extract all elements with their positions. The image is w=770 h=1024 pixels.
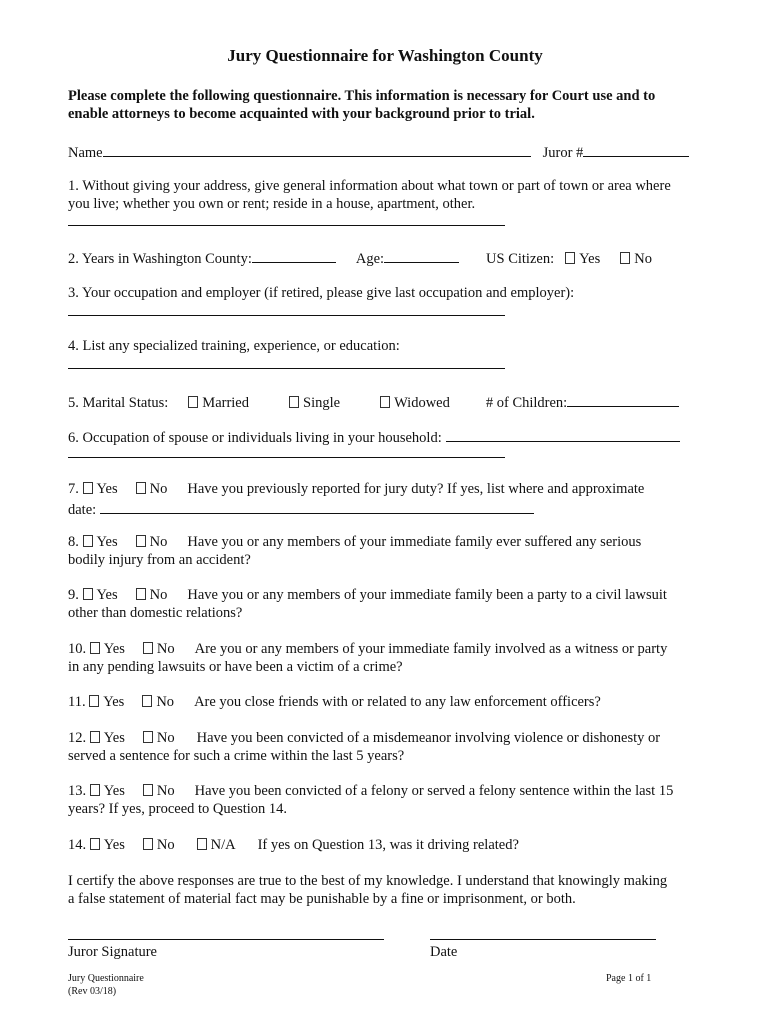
q11-question: Are you close friends with or related to any law enforcement officers? (194, 694, 601, 710)
q14-na-checkbox[interactable] (197, 838, 207, 850)
intro-line-1: Please complete the following questionnaire. This information is necessary for Court use and to (68, 88, 656, 104)
q6-row (68, 427, 680, 447)
q2-row (68, 248, 652, 268)
q11-no-label: No (156, 694, 175, 710)
certify-line-2: a false statement of material fact may be punishable by a fine or imprisonment, or both. (68, 891, 576, 907)
q2-age-label: Age: (355, 251, 385, 267)
q9-number: 9. (68, 587, 79, 603)
q8-yes-checkbox[interactable] (83, 535, 93, 547)
q2-years-label: 2. Years in Washington County: (68, 251, 252, 267)
q13-yes-checkbox[interactable] (90, 784, 100, 796)
footer-page-number: Page 1 of 1 (606, 973, 652, 984)
q2-citizen-yes-label: Yes (579, 251, 601, 267)
q10-yes-label: Yes (103, 641, 125, 657)
q7-row (68, 481, 644, 498)
q6-label: 6. Occupation of spouse or individuals living in your household: (68, 430, 442, 446)
q9-no-checkbox[interactable] (136, 588, 146, 600)
q8-line-2: bodily injury from an accident? (68, 552, 251, 568)
q5-widowed-checkbox[interactable] (380, 396, 390, 408)
q14-question: If yes on Question 13, was it driving related? (257, 837, 519, 853)
q12-question: Have you been convicted of a misdemeanor involving violence or dishonesty or (196, 730, 661, 746)
document-title: Jury Questionnaire for Washington County (227, 46, 543, 65)
q12-number: 12. (68, 730, 87, 746)
q1-line-1: 1. Without giving your address, give general information about what town or part of town or area where (68, 178, 671, 194)
footer-form-name: Jury Questionnaire (68, 973, 144, 984)
q2-age-field[interactable] (384, 248, 459, 263)
name-field[interactable] (103, 142, 531, 157)
q2-years-field[interactable] (252, 248, 336, 263)
q11-yes-checkbox[interactable] (89, 695, 99, 707)
q11-row (68, 694, 601, 711)
q5-married-checkbox[interactable] (188, 396, 198, 408)
juror-number-label: Juror # (542, 145, 584, 161)
footer-revision: (Rev 03/18) (68, 986, 117, 997)
q14-no-label: No (156, 837, 175, 853)
q7-yes-label: Yes (96, 481, 118, 497)
q6-answer-field[interactable] (446, 427, 680, 442)
date-label: Date (430, 944, 458, 960)
q12-line-2: served a sentence for such a crime within the last 5 years? (68, 748, 405, 764)
certify-line-1: I certify the above responses are true to the best of my knowledge. I understand that knowingly making (68, 873, 668, 889)
q7-question: Have you previously reported for jury duty? If yes, list where and approximate (187, 481, 645, 497)
q5-married-label: Married (202, 395, 249, 411)
q9-question: Have you or any members of your immediate family been a party to a civil lawsuit (187, 587, 667, 603)
q13-row (68, 783, 673, 800)
q9-row (68, 587, 667, 604)
q1-answer-line[interactable] (68, 225, 505, 226)
q4-answer-line[interactable] (68, 368, 505, 369)
q7-date-field[interactable] (100, 499, 534, 514)
q5-children-label: # of Children: (485, 395, 568, 411)
q7-date-label: date: (68, 502, 97, 518)
q12-no-label: No (156, 730, 175, 746)
q8-no-checkbox[interactable] (136, 535, 146, 547)
q7-yes-checkbox[interactable] (83, 482, 93, 494)
q5-label: 5. Marital Status: (68, 395, 169, 411)
q9-yes-label: Yes (96, 587, 118, 603)
signature-line[interactable] (68, 939, 384, 940)
q3-answer-line[interactable] (68, 315, 505, 316)
q10-number: 10. (68, 641, 87, 657)
q11-no-checkbox[interactable] (142, 695, 152, 707)
q3-line-1: 3. Your occupation and employer (if retired, please give last occupation and employer): (68, 285, 575, 301)
q2-citizen-yes-checkbox[interactable] (565, 252, 575, 264)
q10-question: Are you or any members of your immediate family involved as a witness or party (194, 641, 668, 657)
q6-answer-line[interactable] (68, 457, 505, 458)
q14-number: 14. (68, 837, 87, 853)
q13-number: 13. (68, 783, 87, 799)
q10-line-2: in any pending lawsuits or have been a victim of a crime? (68, 659, 403, 675)
q14-yes-checkbox[interactable] (90, 838, 100, 850)
q5-single-checkbox[interactable] (289, 396, 299, 408)
q9-yes-checkbox[interactable] (83, 588, 93, 600)
q8-yes-label: Yes (96, 534, 118, 550)
q5-row (68, 392, 679, 412)
q7-no-label: No (149, 481, 168, 497)
q12-no-checkbox[interactable] (143, 731, 153, 743)
q14-yes-label: Yes (103, 837, 125, 853)
q11-yes-label: Yes (103, 694, 125, 710)
q14-no-checkbox[interactable] (143, 838, 153, 850)
q7-date-row (68, 499, 534, 519)
q8-row (68, 534, 641, 551)
q13-no-label: No (156, 783, 175, 799)
q8-no-label: No (149, 534, 168, 550)
signature-label: Juror Signature (68, 944, 157, 960)
q9-no-label: No (149, 587, 168, 603)
q10-no-checkbox[interactable] (143, 642, 153, 654)
name-label: Name (68, 145, 103, 161)
name-row (68, 142, 689, 162)
q10-no-label: No (156, 641, 175, 657)
q13-line-2: years? If yes, proceed to Question 14. (68, 801, 288, 817)
q12-yes-label: Yes (103, 730, 125, 746)
q13-yes-label: Yes (103, 783, 125, 799)
q5-children-field[interactable] (567, 392, 679, 407)
juror-number-field[interactable] (583, 142, 689, 157)
q13-question: Have you been convicted of a felony or served a felony sentence within the last 15 (194, 783, 674, 799)
date-line[interactable] (430, 939, 656, 940)
q7-number: 7. (68, 481, 79, 497)
q12-yes-checkbox[interactable] (90, 731, 100, 743)
q5-single-label: Single (303, 395, 341, 411)
q1-line-2: you live; whether you own or rent; reside in a house, apartment, other. (68, 196, 476, 212)
q8-question: Have you or any members of your immediate family ever suffered any serious (187, 534, 642, 550)
q13-no-checkbox[interactable] (143, 784, 153, 796)
q7-no-checkbox[interactable] (136, 482, 146, 494)
q2-citizen-no-checkbox[interactable] (620, 252, 630, 264)
q14-na-label: N/A (210, 837, 236, 853)
q12-row (68, 730, 660, 747)
q2-citizen-label: US Citizen: (486, 251, 555, 267)
q9-line-2: other than domestic relations? (68, 605, 243, 621)
q14-row (68, 837, 519, 854)
q4-line-1: 4. List any specialized training, experience, or education: (68, 338, 400, 354)
q11-number: 11. (68, 694, 86, 710)
intro-line-2: enable attorneys to become acquainted with your background prior to trial. (68, 106, 535, 122)
q5-widowed-label: Widowed (394, 395, 450, 411)
q8-number: 8. (68, 534, 79, 550)
q10-yes-checkbox[interactable] (90, 642, 100, 654)
q2-citizen-no-label: No (634, 251, 652, 267)
q10-row (68, 641, 667, 658)
